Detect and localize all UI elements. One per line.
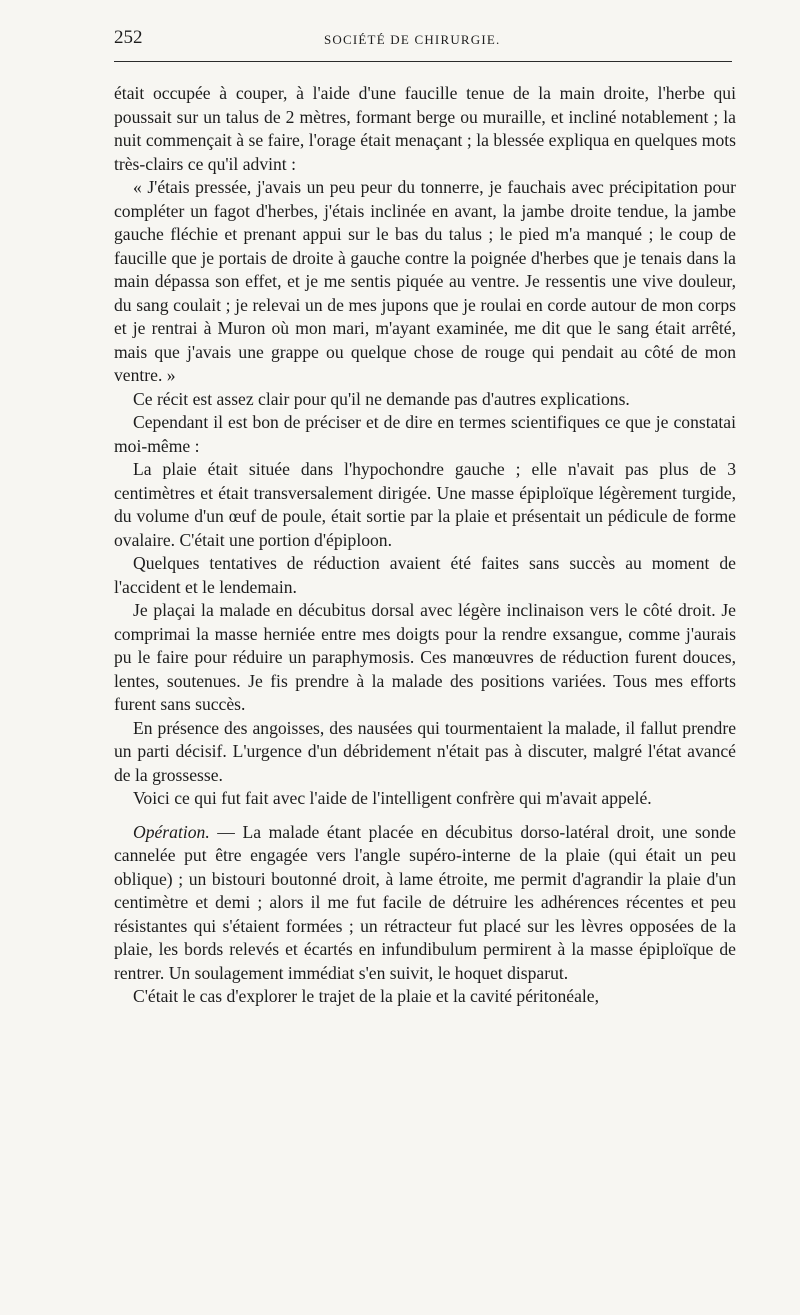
operation-text: — La malade étant placée en décubitus dorso-latéral droit, une sonde cannelée put être engagée vers l'angle supéro-interne de la plaie (qui était un peu oblique) ; un bistouri boutonné droit, à lame étroite, me permit d'agrandir la plaie d'un centimètre et demi ; alors il me fut facile de détruire les adhérences récentes et peu résistantes qui s'étaient formées ; un rétracteur fut placé sur les lèvres opposées de la plaie, les bords relevés et écartés en infundibulum permirent à la masse épiploïque de rentrer. Un soulagement immédiat s'en suivit, le hoquet disparut. xyxy=(114,821,736,983)
paragraph: Voici ce qui fut fait avec l'aide de l'intelligent confrère qui m'avait appelé. xyxy=(133,788,652,808)
paragraph: La plaie était située dans l'hypochondre gauche ; elle n'avait pas plus de 3 centimètres et était transversalement dirigée. Une masse épiploïque légèrement turgide, du volume d'un œuf de poule, était sortie par la plaie et présentait un pédicule de forme ovalaire. C'était une portion d'épiploon. xyxy=(114,459,736,550)
paragraph-patient-quote: « J'étais pressée, j'avais un peu peur du tonnerre, je fauchais avec précipitation pour compléter un fagot d'herbes, j'étais inclinée en avant, la jambe droite tendue, la jambe gauche fléchie et prenant appui sur le bas du talus ; le pied m'a manqué ; le coup de faucille que je portais de droite à gauche contre la poignée d'herbes que je tenais dans la main dépassa son effet, et je me sentis piquée au ventre. Je ressentis une vive douleur, du sang coulait ; je relevai un de mes jupons que je roulai en corde autour de mon corps et je rentrai à Muron où mon mari, m'ayant examinée, me dit que le sang était arrêté, mais que j'avais une grappe ou quelque chose de rouge qui pendait au côté de mon ventre. » xyxy=(114,177,736,385)
paragraph: Ce récit est assez clair pour qu'il ne demande pas d'autres explications. xyxy=(133,388,630,409)
paragraph-operation xyxy=(114,821,736,986)
paragraph: Quelques tentatives de réduction avaient été faites sans succès au moment de l'accident et le lendemain. xyxy=(114,553,736,597)
paragraph: Cependant il est bon de préciser et de dire en termes scientifiques ce que je constatai moi-même : xyxy=(114,412,736,456)
paragraph: Je plaçai la malade en décubitus dorsal avec légère inclinaison vers le côté droit. Je comprimai la masse herniée entre mes doigts pour la rendre exsangue, comme j'aurais pu le faire pour réduire un paraphymosis. Ces manœuvres de réduction furent douces, lentes, soutenues. Je fis prendre à la malade des positions variées. Tous mes efforts furent sans succès. xyxy=(114,600,736,714)
paragraph: En présence des angoisses, des nausées qui tourmentaient la malade, il fallut prendre un parti décisif. L'urgence d'un débridement n'était pas à discuter, malgré l'état avancé de la grossesse. xyxy=(114,717,736,785)
body-text xyxy=(114,82,736,1009)
paragraph-continuation: était occupée à couper, à l'aide d'une faucille tenue de la main droite, l'herbe qui poussait sur un talus de 2 mètres, formant berge ou muraille, et incliné notablement ; la nuit commençait à se faire, l'orage était menaçant ; la blessée expliqua en quelques mots très-clairs ce qu'il advint : xyxy=(114,83,736,174)
header-rule xyxy=(114,61,732,62)
operation-label: Opération. xyxy=(133,821,210,842)
paragraph-last: C'était le cas d'explorer le trajet de la plaie et la cavité péritonéale, xyxy=(133,986,599,1006)
page-number: 252 xyxy=(114,27,143,48)
running-title: SOCIÉTÉ DE CHIRURGIE. xyxy=(324,32,501,47)
running-head xyxy=(114,27,734,51)
